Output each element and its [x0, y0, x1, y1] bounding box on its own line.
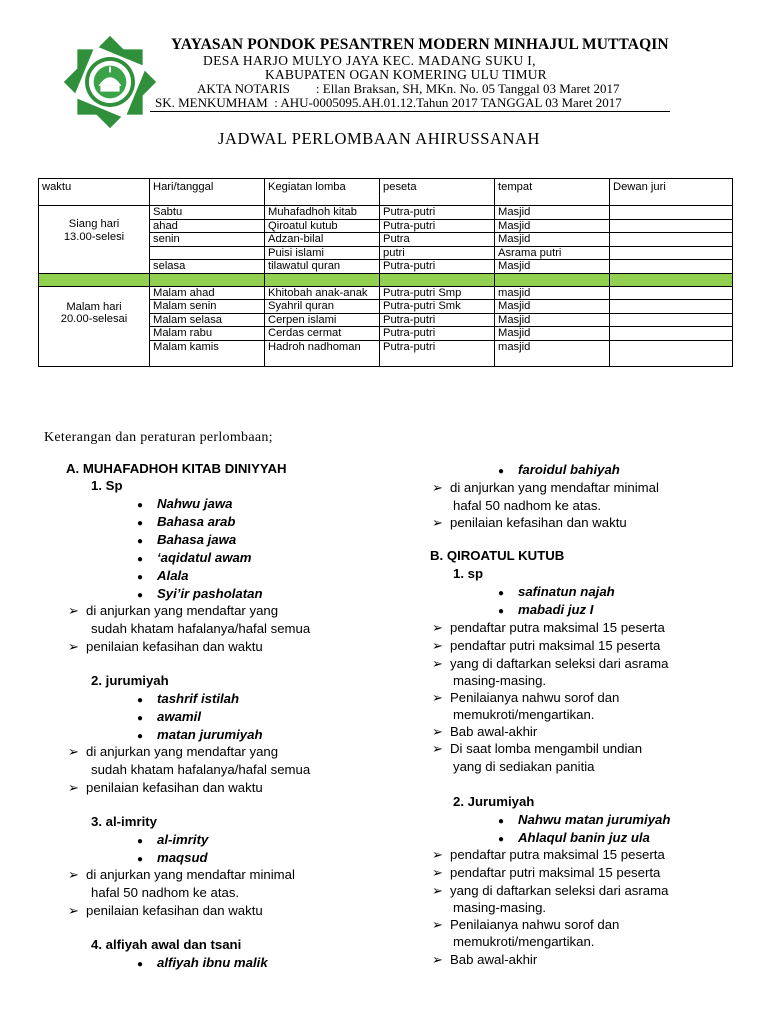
rule-item: ➢ penilaian kefasihan dan waktu: [68, 639, 263, 654]
list-item: ● Bahasa arab: [137, 513, 235, 533]
rule-item-cont: sudah khatam hafalanya/hafal semua: [91, 621, 311, 636]
dot-icon: ●: [137, 518, 144, 529]
table-cell: Putra-putri: [380, 313, 495, 327]
header-cell: Hari/tanggal: [150, 179, 265, 206]
rule-item: ➢ penilaian kefasihan dan waktu: [432, 515, 627, 530]
arrow-icon: ➢: [68, 744, 80, 759]
rule-item-cont: hafal 50 nadhom ke atas.: [453, 498, 602, 513]
address-regency: KABUPATEN OGAN KOMERING ULU TIMUR: [265, 67, 547, 82]
rule-item-cont: sudah khatam hafalanya/hafal semua: [91, 762, 311, 777]
ministry-decree: SK. MENKUMHAM : AHU-0005095.AH.01.12.Tahun 2017 TANGGAL 03 Maret 2017: [155, 95, 622, 110]
rule-item: ➢ di anjurkan yang mendaftar yang: [68, 744, 279, 759]
table-cell: Masjid: [495, 219, 610, 233]
rule-item: ➢ yang di daftarkan seleksi dari asrama: [432, 656, 669, 671]
subsection-imrity: 3. al-imrity: [91, 814, 157, 829]
address-village: DESA HARJO MULYO JAYA KEC. MADANG SUKU I,: [203, 53, 536, 68]
table-cell: Muhafadhoh kitab: [265, 206, 380, 220]
table-cell: [610, 219, 733, 233]
rule-item-cont: memukroti/mengartikan.: [453, 707, 595, 722]
list-item: ● alfiyah ibnu malik: [137, 954, 268, 974]
table-cell: Putra-putri: [380, 219, 495, 233]
table-header-row: [39, 179, 733, 206]
list-item: ● al-imrity: [137, 831, 208, 851]
dot-icon: ●: [137, 854, 144, 865]
rule-item-cont: memukroti/mengartikan.: [453, 934, 595, 949]
rule-item-cont: masing-masing.: [453, 673, 547, 688]
list-item: ● Nahwu jawa: [137, 495, 232, 515]
rule-item: ➢ Di saat lomba mengambil undian: [432, 741, 643, 756]
table-cell: Masjid: [495, 206, 610, 220]
table-cell: Hadroh nadhoman: [265, 340, 380, 366]
table-cell: Masjid: [495, 327, 610, 341]
rule-item: ➢ penilaian kefasihan dan waktu: [68, 780, 263, 795]
header-cell: peseta: [380, 179, 495, 206]
table-cell: Malam selasa: [150, 313, 265, 327]
table-cell: Qiroatul kutub: [265, 219, 380, 233]
table-cell: Masjid: [495, 313, 610, 327]
dot-icon: ●: [137, 836, 144, 847]
table-cell: [610, 260, 733, 274]
subsection-sp: 1. Sp: [91, 478, 123, 493]
rule-item: ➢ yang di daftarkan seleksi dari asrama: [432, 883, 669, 898]
subsection-jurumiyah: 2. Jurumiyah: [453, 794, 535, 809]
list-item: ● matan jurumiyah: [137, 726, 263, 746]
table-cell: tilawatul quran: [265, 260, 380, 274]
schedule-table: [38, 178, 733, 367]
list-item: ● faroidul bahiyah: [498, 461, 620, 481]
table-cell: [610, 340, 733, 366]
header-cell: waktu: [39, 179, 150, 206]
subsection-jurumiyah: 2. jurumiyah: [91, 673, 169, 688]
table-cell: Putra: [380, 233, 495, 247]
table-cell: Cerdas cermat: [265, 327, 380, 341]
separator-row: [39, 273, 733, 286]
dot-icon: ●: [498, 588, 505, 599]
malam-time-cell: [39, 286, 150, 366]
rule-item: ➢ Penilaianya nahwu sorof dan: [432, 690, 620, 705]
table-cell: senin: [150, 233, 265, 247]
section-b-heading: B. QIROATUL KUTUB: [430, 548, 565, 563]
rule-item: ➢ di anjurkan yang mendaftar yang: [68, 603, 279, 618]
arrow-icon: ➢: [68, 903, 80, 918]
rule-item-cont: hafal 50 nadhom ke atas.: [91, 885, 240, 900]
rule-item: ➢ pendaftar putri maksimal 15 peserta: [432, 865, 661, 880]
arrow-icon: ➢: [68, 780, 80, 795]
table-cell: Malam kamis: [150, 340, 265, 366]
dot-icon: ●: [137, 731, 144, 742]
rule-item: ➢ di anjurkan yang mendaftar minimal: [68, 867, 295, 882]
dot-icon: ●: [498, 606, 505, 617]
rule-item: ➢ penilaian kefasihan dan waktu: [68, 903, 263, 918]
table-cell: Asrama putri: [495, 246, 610, 260]
arrow-icon: ➢: [432, 741, 444, 756]
list-item: ● safinatun najah: [498, 583, 615, 603]
yayasan-logo-emblem: [62, 34, 158, 130]
rule-item: ➢ Bab awal-akhir: [432, 724, 538, 739]
arrow-icon: ➢: [68, 603, 80, 618]
table-cell: Putra-putri: [380, 206, 495, 220]
table-cell: [610, 286, 733, 300]
section-a-heading: A. MUHAFADHOH KITAB DINIYYAH: [66, 461, 287, 476]
arrow-icon: ➢: [432, 515, 444, 530]
table-cell: [610, 233, 733, 247]
table-cell: Syahril quran: [265, 300, 380, 314]
dot-icon: ●: [498, 466, 505, 477]
dot-icon: ●: [498, 834, 505, 845]
rule-item: ➢ Bab awal-akhir: [432, 952, 538, 967]
list-item: ● awamil: [137, 708, 201, 728]
list-item: ● maqsud: [137, 849, 208, 869]
rule-item-cont: masing-masing.: [453, 900, 547, 915]
list-item: ● ‘aqidatul awam: [137, 549, 252, 569]
dot-icon: ●: [137, 590, 144, 601]
table-cell: [610, 246, 733, 260]
time-range: 13.00-selesi: [63, 230, 125, 243]
header-cell: tempat: [495, 179, 610, 206]
table-cell: Masjid: [495, 260, 610, 274]
dot-icon: ●: [137, 536, 144, 547]
dot-icon: ●: [498, 816, 505, 827]
dot-icon: ●: [137, 959, 144, 970]
list-item: ● mabadi juz I: [498, 601, 593, 621]
table-cell: putri: [380, 246, 495, 260]
list-item: ● Alala: [137, 567, 189, 587]
table-cell: Puisi islami: [265, 246, 380, 260]
table-cell: Sabtu: [150, 206, 265, 220]
time-label: Siang hari: [68, 218, 120, 230]
dot-icon: ●: [137, 695, 144, 706]
arrow-icon: ➢: [432, 917, 444, 932]
table-cell: [610, 206, 733, 220]
table-cell: [610, 327, 733, 341]
table-cell: [610, 300, 733, 314]
table-cell: ahad: [150, 219, 265, 233]
arrow-icon: ➢: [68, 867, 80, 882]
rule-item: ➢ Penilaianya nahwu sorof dan: [432, 917, 620, 932]
rule-item: ➢ di anjurkan yang mendaftar minimal: [432, 480, 659, 495]
table-cell: [610, 313, 733, 327]
arrow-icon: ➢: [432, 865, 444, 880]
institution-name: YAYASAN PONDOK PESANTREN MODERN MINHAJUL MUTTAQIN: [171, 36, 669, 53]
dot-icon: ●: [137, 713, 144, 724]
rule-item: ➢ pendaftar putra maksimal 15 peserta: [432, 847, 665, 862]
table-cell: Masjid: [495, 233, 610, 247]
table-cell: masjid: [495, 286, 610, 300]
header-cell: Dewan juri: [610, 179, 733, 206]
rule-item-cont: yang di sediakan panitia: [453, 759, 595, 774]
rule-item: ➢ pendaftar putra maksimal 15 peserta: [432, 620, 665, 635]
table-cell: Malam senin: [150, 300, 265, 314]
dot-icon: ●: [137, 500, 144, 511]
dot-icon: ●: [137, 572, 144, 583]
arrow-icon: ➢: [432, 620, 444, 635]
time-label: Malam hari: [66, 300, 122, 313]
arrow-icon: ➢: [432, 847, 444, 862]
arrow-icon: ➢: [432, 724, 444, 739]
arrow-icon: ➢: [432, 480, 444, 495]
arrow-icon: ➢: [432, 656, 444, 671]
arrow-icon: ➢: [432, 883, 444, 898]
table-cell: Khitobah anak-anak: [265, 286, 380, 300]
arrow-icon: ➢: [68, 639, 80, 654]
table-cell: Masjid: [495, 300, 610, 314]
subsection-alfiyah: 4. alfiyah awal dan tsani: [91, 937, 242, 952]
header-divider: [150, 111, 670, 112]
list-item: ● Nahwu matan jurumiyah: [498, 811, 670, 831]
table-cell: Cerpen islami: [265, 313, 380, 327]
subsection-sp: 1. sp: [453, 566, 484, 581]
list-item: ● tashrif istilah: [137, 690, 239, 710]
table-cell: Adzan-bilal: [265, 233, 380, 247]
rules-heading: Keterangan dan peraturan perlombaan;: [44, 430, 273, 445]
table-cell: Putra-putri Smk: [380, 300, 495, 314]
header-cell: Kegiatan lomba: [265, 179, 380, 206]
document-title: JADWAL PERLOMBAAN AHIRUSSANAH: [218, 129, 541, 148]
siang-time-cell: [39, 206, 150, 274]
table-cell: Putra-putri: [380, 327, 495, 341]
table-cell: Putra-putri: [380, 340, 495, 366]
dot-icon: ●: [137, 554, 144, 565]
list-item: ● Bahasa jawa: [137, 531, 236, 551]
table-cell: Malam ahad: [150, 286, 265, 300]
rule-item: ➢ pendaftar putri maksimal 15 peserta: [432, 638, 661, 653]
table-cell: masjid: [495, 340, 610, 366]
table-cell: Malam rabu: [150, 327, 265, 341]
list-item: ● Syi’ir pasholatan: [137, 585, 263, 605]
table-cell: [150, 246, 265, 260]
table-row: [39, 206, 733, 220]
table-cell: selasa: [150, 260, 265, 274]
arrow-icon: ➢: [432, 690, 444, 705]
table-cell: Putra-putri: [380, 260, 495, 274]
list-item: ● Ahlaqul banin juz ula: [498, 829, 650, 849]
arrow-icon: ➢: [432, 952, 444, 967]
arrow-icon: ➢: [432, 638, 444, 653]
table-cell: Putra-putri Smp: [380, 286, 495, 300]
time-range: 20.00-selesai: [60, 313, 128, 325]
notary-deed: AKTA NOTARIS : Ellan Braksan, SH, MKn. No. 05 Tanggal 03 Maret 2017: [197, 81, 620, 96]
table-row: [39, 286, 733, 300]
